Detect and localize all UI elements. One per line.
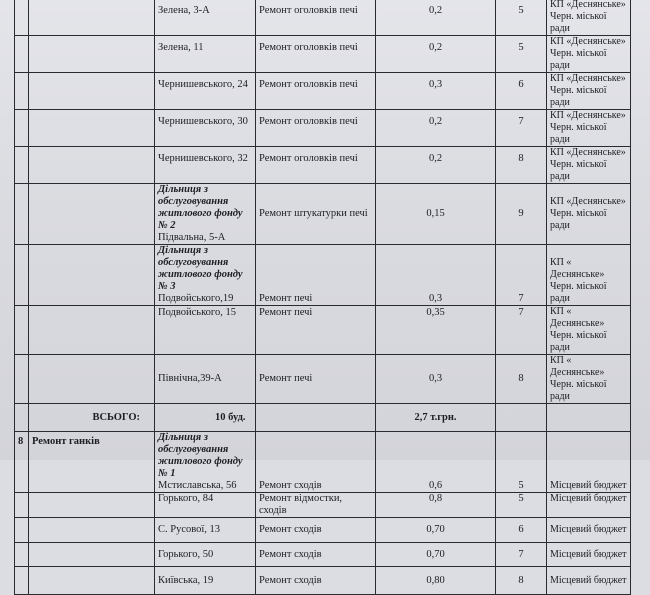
table-row [15,567,631,595]
executor-line-2: Черн. міської ради [550,11,607,34]
cell-executor: Місцевий бюджет [547,493,631,518]
cell-month: 5 [496,0,547,36]
cell-no [15,543,29,567]
table-row [15,355,631,404]
cell-no [15,36,29,73]
executor-line-2: Черн. міської ради [550,122,607,145]
cell-month: 7 [496,110,547,147]
district-heading: Дільниця з обслуговування житлового фонду № 2 [158,184,243,231]
table-row [15,245,631,306]
cell-name [29,245,155,306]
cell-name [29,73,155,110]
cell-no [15,404,29,432]
cell-work: Ремонт сходів [256,518,376,543]
cell-executor [547,73,631,110]
cell-executor [547,355,631,404]
table-row [15,0,631,36]
cell-no [15,147,29,184]
executor-line-1: КП «Деснянське» [550,0,626,10]
cell-work: Ремонт печі [256,355,376,404]
cell-volume: 0,70 [376,543,496,567]
cell-volume: 0,3 [376,245,496,306]
cell-address [155,184,256,245]
cell-address: Чернишевського, 32 [155,147,256,184]
cell-address: Зелена, 3-А [155,0,256,36]
cell-volume: 0,70 [376,518,496,543]
cell-address: Північна,39-А [155,355,256,404]
cell-address: Подвойського, 15 [155,306,256,355]
cell-address: Горького, 50 [155,543,256,567]
executor-line-2: Черн. міської ради [550,281,607,304]
executor-line-2: Черн. міської ради [550,48,607,71]
cell-month: 5 [496,432,547,493]
executor-line-1: КП « Деснянське» [550,306,605,329]
executor-line-2: Черн. міської ради [550,208,607,231]
cell-volume: 0,2 [376,110,496,147]
cell-executor [547,306,631,355]
cell-work: Ремонт сходів [256,432,376,493]
cell-no [15,518,29,543]
cell-work: Ремонт штукатурки печі [256,184,376,245]
total-row [15,404,631,432]
cell-work: Ремонт оголовків печі [256,36,376,73]
executor-line-1: КП «Деснянське» [550,36,626,47]
address-text: Мстиславська, 56 [158,480,237,491]
cell-no [15,306,29,355]
cell-volume: 0,8 [376,493,496,518]
cell-month: 7 [496,543,547,567]
table-row [15,184,631,245]
cell-month: 8 [496,567,547,595]
section-name: Ремонт ганків [29,432,155,493]
cell-executor [547,110,631,147]
cell-executor: Місцевий бюджет [547,518,631,543]
table-row [15,518,631,543]
cell-volume: 0,6 [376,432,496,493]
cell-no [15,567,29,595]
cell-address: Чернишевського, 30 [155,110,256,147]
cell-month: 7 [496,245,547,306]
address-text: Підвальна, 5-А [158,232,226,243]
cell-volume: 0,3 [376,355,496,404]
total-sum: 2,7 т.грн. [376,404,496,432]
cell-executor [547,404,631,432]
cell-work [256,404,376,432]
cell-name [29,543,155,567]
cell-volume: 0,2 [376,147,496,184]
table-row [15,36,631,73]
executor-line-1: КП «Деснянське» [550,147,626,158]
cell-name [29,518,155,543]
cell-address: Горького, 84 [155,493,256,518]
cell-month: 7 [496,306,547,355]
district-heading: Дільниця з обслуговування житлового фонду № 1 [158,432,243,479]
cell-executor: Місцевий бюджет [547,567,631,595]
repair-plan-table [14,0,631,595]
cell-work: Ремонт відмостки, сходів [256,493,376,518]
cell-work: Ремонт оголовків печі [256,0,376,36]
cell-name [29,493,155,518]
cell-month: 6 [496,73,547,110]
table-row [15,147,631,184]
cell-no [15,245,29,306]
cell-volume: 0,3 [376,73,496,110]
cell-work: Ремонт сходів [256,567,376,595]
executor-line-1: КП «Деснянське» [550,196,626,207]
table-row [15,306,631,355]
cell-volume: 0,35 [376,306,496,355]
district-heading: Дільниця з обслуговування житлового фонду № 3 [158,245,243,292]
executor-line-1: КП « Деснянське» [550,257,605,280]
cell-address: Зелена, 11 [155,36,256,73]
cell-month [496,404,547,432]
cell-address: Чернишевського, 24 [155,73,256,110]
cell-name [29,306,155,355]
cell-volume: 0,2 [376,36,496,73]
cell-no [15,493,29,518]
cell-volume: 0,15 [376,184,496,245]
cell-no [15,0,29,36]
executor-line-1: КП « Деснянське» [550,355,605,378]
cell-executor [547,0,631,36]
cell-executor [547,184,631,245]
cell-name [29,567,155,595]
cell-address [155,432,256,493]
cell-name [29,147,155,184]
cell-work: Ремонт оголовків печі [256,110,376,147]
cell-no [15,184,29,245]
table-row [15,543,631,567]
executor-line-2: Черн. міської ради [550,85,607,108]
cell-month: 8 [496,355,547,404]
cell-name [29,36,155,73]
cell-month: 6 [496,518,547,543]
cell-month: 8 [496,147,547,184]
table-body [15,0,631,595]
cell-no [15,110,29,147]
total-buildings: 10 буд. [155,404,256,432]
cell-address [155,245,256,306]
cell-month: 5 [496,36,547,73]
cell-work: Ремонт печі [256,306,376,355]
cell-name [29,184,155,245]
cell-name [29,355,155,404]
cell-work: Ремонт оголовків печі [256,147,376,184]
executor-line-1: КП «Деснянське» [550,110,626,121]
cell-month: 5 [496,493,547,518]
executor-line-2: Черн. міської ради [550,379,607,402]
table-row [15,493,631,518]
cell-work: Ремонт печі [256,245,376,306]
cell-executor [547,245,631,306]
cell-volume: 0,2 [376,0,496,36]
cell-volume: 0,80 [376,567,496,595]
cell-no [15,355,29,404]
cell-executor: Місцевий бюджет [547,543,631,567]
executor-line-1: КП «Деснянське» [550,73,626,84]
table-row [15,73,631,110]
cell-executor [547,147,631,184]
table-row [15,432,631,493]
cell-address: Київська, 19 [155,567,256,595]
cell-month: 9 [496,184,547,245]
cell-name [29,110,155,147]
address-text: Подвойського,19 [158,293,234,304]
cell-work: Ремонт оголовків печі [256,73,376,110]
total-label: ВСЬОГО: [29,404,155,432]
executor-line-2: Черн. міської ради [550,330,607,353]
table-row [15,110,631,147]
section-number: 8 [15,432,29,493]
executor-line-2: Черн. міської ради [550,159,607,182]
cell-no [15,73,29,110]
cell-address: С. Русової, 13 [155,518,256,543]
cell-work: Ремонт сходів [256,543,376,567]
cell-name [29,0,155,36]
cell-executor [547,36,631,73]
cell-executor: Місцевий бюджет [547,432,631,493]
